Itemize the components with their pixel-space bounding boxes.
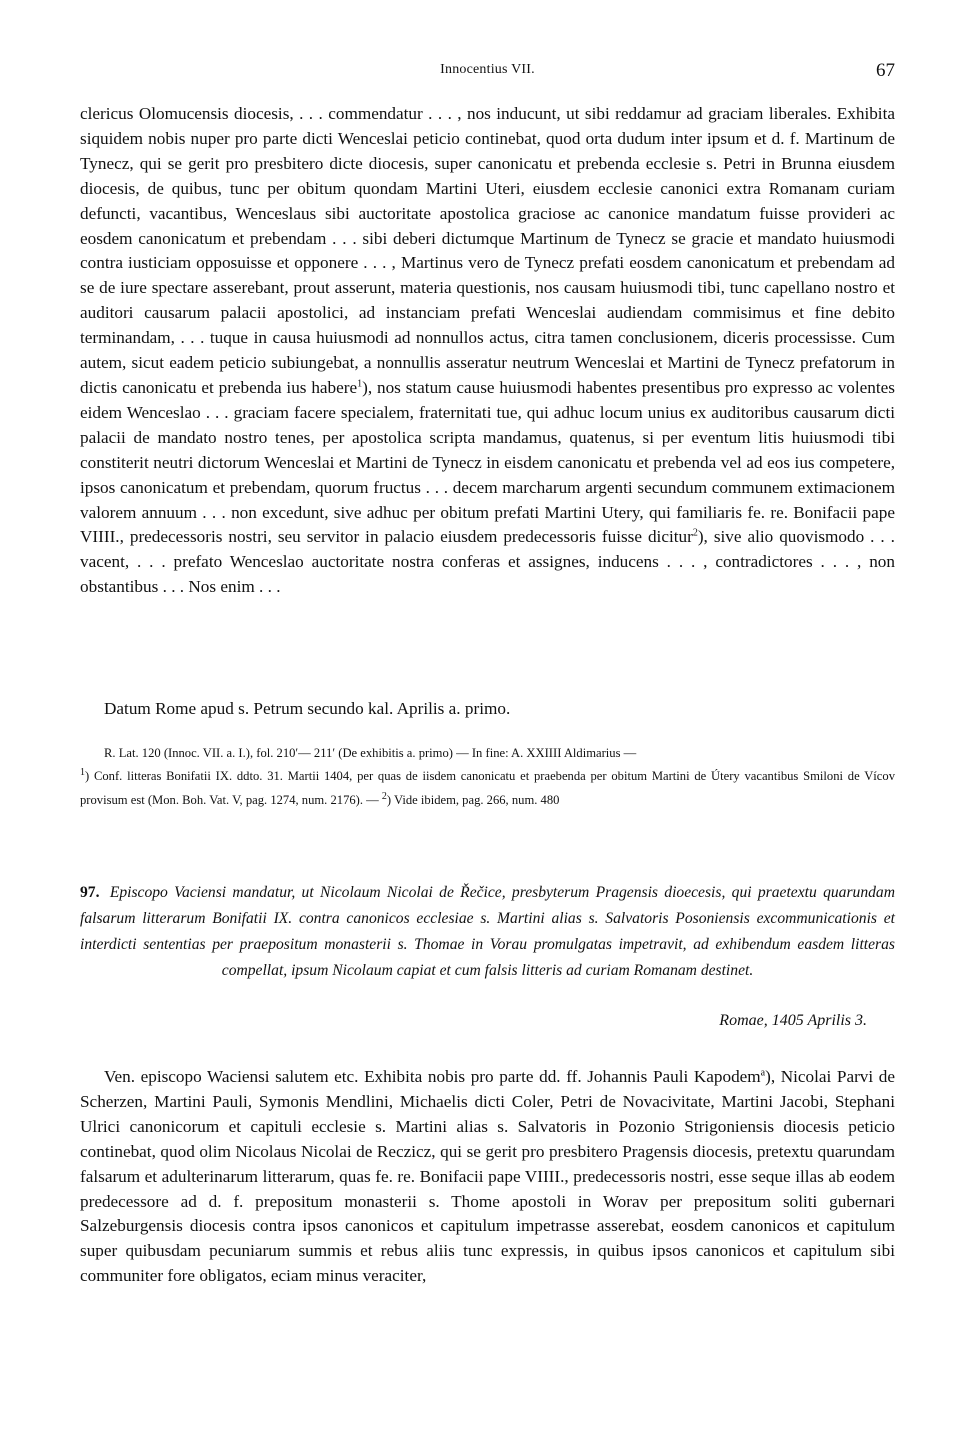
regest-text: Episcopo Vaciensi mandatur, ut Nicolaum Nicolai de Řečice, presbyterum Pragensis dioecesis, qui praetextu quarundam falsarum litterarum Bonifatii IX. contra canonicos ecclesiae s. Martini alias s. Salvatoris Posoniensis excommunicationis et interdicti sententias per praepositum monasterii s. Thomae in Vorau promulgatas impetravit, ad exhibendum easdem litteras compellat, ipsum Nicolaum capiat et cum falsis litteris ad curiam Romanam destinet.: [80, 884, 895, 979]
letter-paragraph: [80, 1065, 895, 1289]
main-paragraph-continuation: ), nos statum cause huiusmodi habentes presentibus pro expresso ac volentes eidem Wenceslao . . . graciam facere specialem, fraternitati tue, qui adhuc locum unius ex auditoribus causarum dicti palacii de mandato nostro tenes, per apostolica scripta mandamus, quatenus, si per eventum litis huiusmodi tibi constiterit neutri dictorum Wenceslai et Martini de Tynecz in eisdem canonicatu et prebenda vel ad eos ius competere, ipsos canonicatum et prebendam, quorum fructus . . . decem marcharum argenti secundum communem extimacionem valorem annuum . . . non excedunt, sive adhuc per obitum prefati Martini Utery, qui familiaris fe. re. Bonifacii pape VIIII., predecessoris nostri, seu servitor in palacio eiusdem predecessoris fuisse dicitur: [80, 377, 895, 547]
letter-text-rest: ), Nicolai Parvi de Scherzen, Martini Pauli, Symonis Mendlini, Michaelis dicti Coler, Petri de Novacivitate, Martini Jacobi, Stephani Ulrici canonicorum et capituli ecclesie s. Martini alias s. Salvatoris in Pozonio Strigoniensis diocesis peticio continebat, quod olim Nicolaus Nicolai de Reczicz, qui se gerit pro presbitero Pragensis diocesis, pretextu quarundam falsarum et adulterinarum litterarum, quas fe. re. Bonifacii pape VIIII., predecessoris nostri, esse seque illas ab eodem predecessore ad d. f. prepositum monasterii s. Thome apostoli in Worav per prepositum soliti gubernari Salzeburgensis diocesis contra ipsos canonicos et capitulum impetrasse asserebat, eosdem canonicos et capitulum super quibusdam pecuniarum summis et rebus aliis tunc expressis, in quibus ipsos canonicos et capitulum sibi communiter fore obligatos, eciam minus veraciter,: [80, 1067, 895, 1286]
note-marker-2: 2: [381, 790, 387, 802]
running-head: [80, 60, 895, 84]
running-title: Innocentius VII.: [440, 62, 535, 77]
note-2: ) Vide ibidem, pag. 266, num. 480: [386, 792, 560, 807]
apparatus-notes: [80, 765, 895, 812]
document-dateline: Romae, 1405 Aprilis 3.: [719, 1012, 867, 1029]
page-number: 67: [876, 60, 895, 81]
letter-text-start: Ven. episcopo Waciensi salutem etc. Exhibita nobis pro parte dd. ff. Johannis Pauli Kapodem: [104, 1067, 761, 1086]
note-marker-a: a: [760, 1067, 766, 1079]
note-1: ) Conf. litteras Bonifatii IX. ddto. 31. Martii 1404, per quas de iisdem canonicatu et praebenda per obitum Martini de Útery vacantibus Smiloni de Vícov provisum est (Mon. Boh. Vat. V, pag. 1274, num. 2176). —: [80, 769, 895, 807]
critical-apparatus: [80, 742, 895, 812]
document-regest: [80, 880, 895, 984]
footnote-marker-2: 2: [692, 527, 698, 539]
main-paragraph-end: ), sive alio quovismodo . . . vacent, . . . prefato Wenceslao auctoritate nostra conferas et assignes, inducens . . . , contradictores . . . , non obstantibus . . . Nos enim . . .: [80, 527, 895, 597]
main-text: [80, 102, 895, 600]
footnote-marker-1: 1: [357, 378, 363, 390]
datum-line: Datum Rome apud s. Petrum secundo kal. Aprilis a. primo.: [104, 699, 511, 718]
document-number: 97.: [80, 884, 100, 901]
source-reference: R. Lat. 120 (Innoc. VII. a. I.), fol. 210′— 211′ (De exhibitis a. primo) — In fine: A. XXIIII Aldimarius —: [104, 746, 637, 760]
note-marker-1: 1: [80, 767, 85, 779]
letter-text: [80, 1065, 895, 1289]
main-paragraph-text: clericus Olomucensis diocesis, . . . commendatur . . . , nos inducunt, ut sibi reddamur ad graciam liberales. Exhibita siquidem nobis nuper pro parte dicti Wenceslai peticio continebat, quod orta dudum inter ipsum et d. f. Martinum de Tynecz, qui se gerit pro presbitero dicte diocesis, super canonicatu et prebenda ecclesie s. Petri in Brunna eiusdem diocesis, de quibus, tunc per obitum quondam Martini Uteri, eiusdem ecclesie canonici extra Romanam curiam defuncti, vacantibus, Wenceslaus sibi auctoritate apostolica graciose ac canonice mandatum fuisse provideri ac eosdem canonicatum et prebendam . . . sibi deberi dictumque Martinum de Tynecz se gracie et mandato huiusmodi contra iusticiam opposuisse et opponere . . . , Martinus vero de Tynecz prefati eosdem canonicatum et prebendam ad se de iure spectare asserebant, prout asserunt, materia questionis, nos causam huiusmodi tibi, tunc capellano nostro et auditori causarum palacii apostolici, ad instanciam prefati Wenceslai audiendam commisimus et fine debito terminandam, . . . tuque in causa huiusmodi ad nonnullos actus, citra tamen conclusionem, diceris processisse. Cum autem, sicut eadem peticio subiungebat, a nonnullis asseratur neutrum Wenceslai et Martini de Tynecz prefatorum in dictis canonicatu et prebenda ius habere: [80, 104, 895, 397]
main-paragraph: [80, 102, 895, 600]
